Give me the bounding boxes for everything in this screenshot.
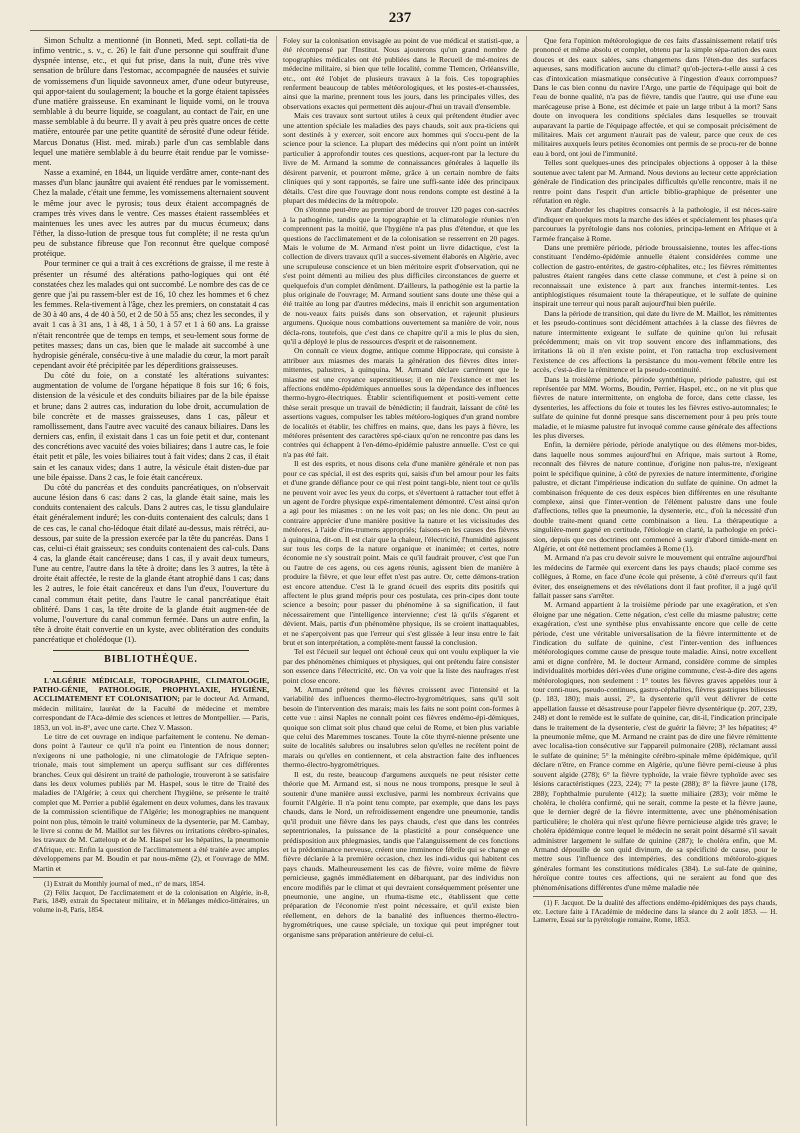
paragraph: Mais ces travaux sont surtout utiles à ceux qui prétendent étudier avec une attention spéciale les maladies des pays chauds, soit aux pra-ticiens qui sont destinés à y exercer, soit encore aux hommes qui s'occu-pent de la science pour la science. La plupart des médecins qui n'ont point un intérêt particulier à approfondir toutes ces questions, acquer-ront par la lecture du livre de M. Armand la somme de connaissances générales à laquelle ils désirent parvenir, et pourront même, grâce à un certain nombre de faits cliniques qui y sont rapportés, se faire une suffi-sante idée des principaux détails. C'est dire que l'ouvrage dont nous rendons compte est destiné à la plupart des médecins de la métropole. — [283, 111, 519, 205]
paragraph: Foley sur la colonisation envisagée au point de vue médical et statisti-que, a été récompensé par l'Institut. Nous ajouterons qu'un grand nombre de topographies médicales ont été publiées dans le Recueil de mé-moires de médecine militaire, si bien que telle localité, comme Tlemcen, Orléansville, etc., ont été l'objet de plusieurs travaux à la fois. Ces topographies renferment beaucoup de tables météorologiques, et les postes-et-chaussées, ainsi que la marine, prennent tous les jours, dans les principales villes, des observations exactes qui permettent dès aujour-d'hui un travail d'ensemble. — [283, 36, 519, 111]
paragraph: Dans la période de transition, qui date du livre de M. Maillot, les rémittentes et les pseudo-continues sont décidément attachées à la classe des fièvres de nature intermittente exigeant le sulfate de quinine qu'on lui refusait précédemment; mais on vit trop souvent encore des inflammations, des irritations là où il n'en existe point, et l'on rattacha trop exclusivement l'existence de ces affections la persistance du mou-vement fébrile entre les accès, c'est-à-dire la rémittence et la pseudo-continuité. — [533, 308, 777, 375]
paragraph: Dans la troisième période, période synthétique, période palustre, qui est représentée par MM. Worms, Boudin, Perrier, Haspel, etc., on ne vit plus que fièvres de nature intermittente, on engloba de force, dans cette classe, les dysenteries, les affections du foie et toutes les les fièvres estivo-automnales; le sulfate de quinine fut donné presque sans discernement pour à peu près toute maladie, et le miasme palustre fut invoqué comme cause générale des affections les plus diverses. — [533, 374, 777, 441]
column-left — [33, 36, 269, 1126]
paragraph: Nasse a examiné, en 1844, un liquide verdâtre amer, conte-nant des masses d'un blanc jaunâtre qui avaient été rendues par le vomissement. Chez la malade, c'était une femme, les vomissemens alternaient souvent le même jour avec le pyrosis; tous deux étaient accompagnés de crampes très vives dans le ventre. Ces masses étaient rassemblées et maintenues les unes avec les autres par du mucus écumeux; dans l'éther, la disso-lution de presque tous fut complète; il ne resta qu'un peu de substance fibreuse que l'on reconnut être quelque composé protéique. — [33, 168, 269, 259]
paragraph: Telles sont quelques-unes des principales objections à opposer à la thèse soutenue avec talent par M. Armand. Nous devions au lecteur cette appréciation générale de l'indication des principales difficultés qu'elle rencontre, mais il ne rentre point dans l'esprit d'un article biblio-graphique de présenter une réfutation en règle. — [533, 158, 777, 205]
review-byline: par le docteur Ad. Armand, médecin militaire, lauréat de la Faculté de médecine et membre correspondant de l'Aca-démie des sciences et lettres de Montpellier. — Paris, 1853, un vol. in-8°, avec une carte. Chez V. Masson. — [33, 694, 269, 732]
column-separator — [276, 36, 277, 1126]
column-separator — [526, 36, 527, 1126]
paragraph: Avant d'aborder les chapitres consacrés à la pathologie, il est néces-saire d'indiquer en quelques mots la marche des idées et spécialement les phases qu'a parcourues la pyrétologie dans nos colonies, principa-lement en Afrique et à l'armée française à Rome. — [533, 205, 777, 243]
column-right — [533, 36, 777, 1126]
footnote: (2) Félix Jacquot, De l'acclimatement et de la colonisation en Algérie, in-8, Paris, 1849, extrait du Spectateur militaire, et in Mélanges médico-littéraires, un volume in-8, Paris, 1854. — [33, 888, 269, 914]
footnote-rule — [533, 896, 603, 897]
paragraph: Dans une première période, période broussaisienne, toutes les affec-tions constituant l'endémo-épidémie annuelle étaient considérées comme une collection de gastro-entérites, de gastro-céphalites, etc.; les fièvres rémittentes palustres étaient rangées dans cette classe commune, et c'est à peine si on reconnaissait une existence à part aux franches intermit-tentes. Les antiphlogistiques résumaient toute la thérapeutique, et le sulfate de quinine inspirait une terreur qui nous paraît aujourd'hui bien puérile. — [533, 242, 777, 309]
paragraph: On connaît ce vieux dogme, antique comme Hippocrate, qui consiste à attribuer aux miasmes des marais la génération des fièvres dites inter-mittentes, palustres, à quinquina. M. Armand déclare carrément que le miasme est une croyance superstitieuse; il en nie l'existence et met les affections endémo-épidémiques annuelles sous la dépendance des influences thermo-hygro-électriques. Établir scientifiquement et positi-vement cette thèse serait presque un travail de bénédictin; il faudrait, laissant de côté les assertions vagues, compulser les tables météoro-logiques d'un grand nombre de localités et établir, les chiffres en mains, que, dans les pays à fièvre, les météores présentent des caractères spé-ciaux qu'on ne rencontre pas dans les contrées qui échappent à l'en-démo-épidémie palustre annuelle. C'est ce qui n'a pas été fait. — [283, 346, 519, 459]
paragraph: Simon Schultz a mentionné (in Bonneti, Med. sept. collati-tia de infimo ventric., s. v., c. 26) le fait d'une personne qui souffrait d'une dyspnée intense, etc., et qui fut prise, dans la nuit, d'une très vive sensation de brûlure dans l'estomac, accompagnée de nausées et suivie de vomissemens d'un liquide savonneux amer, d'une odeur butyreuse, qui appor-taient du soulagement; la bouche et la gorge étaient tapissées d'une matière graisseuse. En examinant le liquide vomi, on le trouva semblable à du beurre liquide, se coagulant, au contact de l'air, en une masse semblable à du beurre. Il y avait à peu près quatre onces de cette matière, entourée par une petite quantité de sérosité d'une odeur fétide. Marcus Donatus (Hist. med. mirab.) parle d'un cas semblable dans lequel une matière semblable à du beurre était rendue par le vomisse-ment. — [33, 36, 269, 167]
paragraph: Le titre de cet ouvrage en indique parfaitement le contenu. Ne deman-dons point à l'auteur ce qu'il n'a point eu l'intention de nous donner; n'exigeons ni une pathologie, ni une climatologie de l'Afrique septen-trionale, mais tout simplement un aperçu suffisant sur ces différentes branches. Ceux qui désirent un traité de pathologie, trouveront à se satisfaire dans les deux volumes publiés par M. Haspel, sous le titre de Traité des maladies de l'Algérie; à ceux qui cherchent l'hygiène, se présente le traité complet que M. Perrier a publié également en deux volumes, dans les travaux de la commission scientifique de l'Algérie; les monographies ne manquent point non plus, témoin le traité volumineux de la dysenterie, par M. Cambay, le livre si connu de M. Maillot sur les fièvres ou irritations cérébro-spinales, les travaux de M. Catteloup et de M. Haspel sur les hépatites, la pneumonie d'Afrique, etc. Enfin la question de l'acclimatement a été traitée avec amples développemens par M. Boudin et par nous-même (2), et l'ouvrage de MM. Martin et — [33, 731, 269, 873]
paragraph: Enfin, la dernière période, période analytique ou des élémens mor-bides, dans laquelle nous sommes aujourd'hui en Afrique, mais surtout à Rome, reconnaît des fièvres de nature continue, d'origine non palus-tre, n'exigeant point le spécifique quinine, à côté de pyrexies de nature intermittente, d'origine palustre, et dictant l'impérieuse indication du sulfate de quinine. On admet la combinaison fréquente de ces deux espèces bien différentes en une résultante complexe, ainsi que l'inter-vention de l'élément palustre dans une foule d'affections, telles que la pneumonie, la dysenterie, etc., d'où la nécessité d'un double traite-ment quand cette combinaison a lieu. La thérapeutique a singulière-ment gagné en certitude, l'étiologie en clarté, la pathologie en préci-sion, depuis que ces doctrines ont commencé à surgir d'abord timide-ment en Algérie, et ont été nettement proclamées à Rome (1). — [533, 440, 777, 553]
header-rule — [30, 30, 780, 31]
column-middle — [283, 36, 519, 1126]
section-rule — [53, 671, 249, 672]
paragraph: Il est, du reste, beaucoup d'argumens auxquels ne peut résister cette théorie que M. Armand est, si nous ne nous trompons, presque le seul à soutenir d'une manière aussi exclusive, parmi les nombreux écrivains que fournit l'Algérie. Il n'a point tenu compte, par exemple, que dans les pays chauds, dans le Nord, un refroidissement engendre une pneumonie, tandis qu'il produit une fièvre dans les pays chauds, c'est que dans les contrées septentrionales, la puissance de la plasticité a pour conséquence une prédisposition aux phlegmasies, tandis que l'alanguissement de ces fonctions et la prédominance nerveuse, créent une imminence fébrile qui se change en fièvre déclarée à la première occasion, chez les indi-vidus qui habitent ces pays chauds. Malheureusement les cas de fièvre, voire même de fièvre pernicieuse, gagnés immédiatement en débarquant, par des individus non encore modifiés par le climat et qui devraient conséquemment présenter une pneumonie, une angine, un rhuma-tisme etc., établissent que cette préparation de l'économie n'est point nécessaire, et qu'il existe bien réellement, en dehors de la banalité des influences thermo-électro-hygrométriques, une cause spéciale, un toxique qui peut imprégner tout organisme sans préparation antérieure de celui-ci. — [283, 769, 519, 939]
paragraph: Tel est l'écueil sur lequel ont échoué ceux qui ont voulu expliquer la vie par des phénomènes chimiques et physiques, qui ont prétendu faire consister son essence dans l'électricité, etc. On va voir que la liste des naufrages n'est point close encore. — [283, 647, 519, 685]
review-heading: L'ALGÉRIE MÉDICALE, TOPOGRAPHIE, CLIMATOLOGIE, PATHO-GÉNIE, PATHOLOGIE, PROPHYLAXIE, HYGIÈNE, ACCLIMATEMENT ET COLONISATION; — [33, 675, 269, 704]
footnote-rule — [33, 877, 103, 878]
footnote: (1) Extrait du Monthly journal of med., n° de mars, 1854. — [44, 880, 206, 889]
page-number: 237 — [388, 10, 412, 26]
paragraph: M. Armand prétend que les fièvres croissent avec l'intensité et la variabilité des influences thermo-électro-hygrométriques, sans qu'il soit besoin de l'intervention des marais; mais les faits ne sont point con-formes à cette vue : ainsi Naples ne connaît point ces fièvres endémo-épi-démiques, quoique son climat soit plus chaud que celui de Rome, et bien plus variable que celui des Maremmes toscanes. Toute la côte thyrré-nienne présente une suite de localités salubres ou insalubres selon qu'elles ne recèlent point de marais ou qu'elles en contiennent, et cela abstraction faite des influences thermo-électro-hygrométriques. — [283, 685, 519, 770]
section-rule — [53, 650, 249, 651]
paragraph: M. Armand n'a pas cru devoir suivre le mouvement qui entraîne aujourd'hui les médecins de l'armée qui exercent dans les pays chauds; placé comme ses collègues, à Rome, en face d'une école qui présente, à côté d'erreurs qu'il faut éviter, des enseignemens et des révélations dont il faut profiter, il a jugé qu'il fallait passer sans s'arrêter. — [533, 553, 777, 600]
section-title: BIBLIOTHÈQUE. — [104, 654, 198, 666]
review-heading-paragraph — [33, 676, 269, 732]
paragraph: Du côté du foie, on a constaté les altérations suivantes: augmentation de volume de l'organe hépatique 8 fois sur 16; 6 fois, distension de la vésicule et des conduits biliaires par de la bile épaisse et brune; dans 2 autres cas, induration du lobe droit, accumulation de bile concrète et de masses graisseuses, dans 1 cas, pâleur et ramollissement, dans l'autre avec vacuité des canaux biliaires. Dans les derniers cas, enfin, il existait dans 1 cas un foie petit et dur, contenant des concrétions avec vacuité des voies biliaires; dans 1 autre cas, le foie était petit et pâle, les voies biliaires tout à fait vides; dans 2 cas, il était sain et les canaux vides; dans 1 autre, la vésicule était disten-due par une bile épaisse. Dans 2 cas, le foie était cancéreux. — [33, 371, 269, 482]
paragraph: Il est des esprits, et nous disons cela d'une manière générale et non pas pour ce cas spécial, il est des esprits qui, saisis d'un bel amour pour les faits et d'une grande défiance pour ce qui n'est point tangi-ble, nient tout ce qu'ils ne peuvent voir avec les yeux du corps, et s'évertuent à rattacher tout effet à un agent de l'ordre physique expé-rimentalement démontré. C'est ainsi qu'on a agi pour les miasmes : on ne les voit pas; on les nie donc. On peut au contraire apprécier d'une manière positive la nature et les vicissitudes des météores, à l'aide d'ins-trumens appropriés; faisons-en les causes des fièvres à quinquina, dit-on. Il est clair que la chaleur, l'électricité, l'humidité agissent sur tous les corps de la nature organique et inanimée; et certes, notre économie ne s'y soustrait point. Mais ce qu'il faudrait prouver, c'est que l'un ou l'autre de ces agens, ou ces agens réunis, agissent bien de manière à produire la fièvre, et que leur effet n'est pas autre. Or, cette démons-tration est encore attendue. C'est là le grand écueil des esprits dits positifs qui affectent le plus grand mépris pour ces postulata, ces prin-cipes dont toute science a besoin; pour passer du phénomène à sa signification, il faut nécessairement que l'intelligence intervienne; c'est là qu'ils s'égarent et dévient. Mais, partis d'un phénomène physique, ils se croient inattaquables, et ne s'aperçoivent pas que l'erreur qui s'est glissée à leur insu entre le fait brut et son interprétation, a complète-ment faussé la conclusion. — [283, 459, 519, 647]
paragraph: Que fera l'opinion météorologique de ces faits d'assainissement relatif très prononcé et même absolu et complet, obtenu par la simple sépa-ration des eaux douces et des eaux salées, sans changemens dans l'éten-due des surfaces aqueuses, sans modification aucune du climat? qu'ob-jectera-t-elle aussi à ces cas d'intoxication miasmatique consécutive à l'ingestion d'eaux corrompues? Dans le cas bien connu du navire l'Argo, une partie de l'équipage qui boit de l'eau de bonne qualité, n'a pas de fièvre, tandis que l'autre, qui use d'une eau marécageuse prise à Bone, est décimée et paie un large tribut à la mort? Sans doute on invoquera les conditions spéciales dans lesquelles se trouvait auparavant la partie de l'équipage affectée, et qui se composait précisément de militaires. Mais cet argument n'aurait pas de valeur, parce que ceux de ces militaires auxquels leurs petites économies ont permis de se procu-rer de bonne eau à bord, ont joui de l'immunité. — [533, 36, 777, 158]
paragraph: Du côté du pancréas et des conduits pancréatiques, on n'observait aucune lésion dans 6 cas: dans 2 cas, la glande était saine, mais les conduits contenaient des calculs. Dans 2 autres cas, le tissu glandulaire était généralement induré; les con-duits contenaient des calculs; dans 1 de ces cas, le canal cho-lédoque était dilaté au-dessus, mais rétréci, au-dessous, par suite de la pression exercée par la tête du pancréas. Dans 1 cas, celui-ci était graisseux; ses conduits contenaient des cal-culs. Dans 4 cas, la glande était cancéreuse; dans 1 cas, il y avait deux tumeurs, l'une au centre, l'autre dans la tête à droite; dans les 3 autres, la tête à droite était affectée, le reste de la glande étant atrophié dans 1 cas; dans les 2 autres, le foie était cancéreux et dans l'un d'eux, l'ouverture du canal commun était petite, dans l'autre le canal pancréatique était oblitéré. Dans 1 cas, la tête droite de la glande était augmen-tée de volume, l'ouverture du canal commun fermée. Dans un autre enfin, la tête à droite était convertie en un kyste, avec oblitération des conduits pancréatique et cholédoque (1). — [33, 482, 269, 645]
review — [33, 676, 269, 915]
paragraph: Pour terminer ce qui a trait à ces excrétions de graisse, il me reste à présenter un résumé des altérations patho-logiques qui ont été constatées chez les malades qui ont succombé. Le nombre des cas de ce genre que j'ai pu rassem-bler est de 16, 10 chez les hommes et 6 chez les femmes. Rela-tivement à l'âge, chez les premiers, on constatait 4 cas de 30 à 40 ans, 4 de 40 à 50, et 2 de 50 à 55 ans; chez les secondes, il y avait 1 cas à 31 ans, 1 à 48, 1 à 50, 1 à 57 et 1 à 60 ans. La graisse n'était rencontrée que de temps en temps, et seu-lement sous forme de petites masses; dans un cas, bien que le malade ait succombé à une hydropisie générale, consécu-tive à une maladie du cœur, la mort paraît cependant avoir été précipitée par les déperditions graisseuses. — [33, 259, 269, 370]
paragraph: M. Armand appartient à la troisième période par une exagération, et s'en éloigne par une négation. Cette négation, c'est celle du miasme palustre; cette exagération, c'est une synthèse plus envahissante encore que celle de cette période, c'est une véritable universalisation de la fièvre intermittente et de l'indication du sulfate de quinine, c'est l'inter-vention des influences météorologiques comme cause de presque toute maladie. Ainsi, notre excellent ami et digne confrère, M. le docteur Armand, considère comme de simples individualités morbides déri-vées d'une origine commune, c'est-à-dire des agens météorologiques, non seulement : 1° toutes les fièvres graves appelées tour à tour conti-nues, pseudo-continues, gastro-céphalites, fièvres gastriques bilieuses (p. 183, 180); mais aussi, 2°, la dysenterie qu'il veut délivrer de cette appellation fausse et désastreuse pour l'appeler fièvre dysentérique (p. 207, 239, 248) et dont le remède est le sulfate de quinine, car, dit-il, l'indication principale dans le traitement de la dysenterie, c'est de guérir la fièvre; 3° les hépatites; 4° la pneumonie même, que M. Armand ne craint pas de dire une fièvre rémittente avec localisa-tion consécutive sur l'appareil pulmonaire (208), réclamant aussi le sulfate de quinine; 5° la méningite cérébro-spinale même épidémique, qu'il déclare n'être, en France comme en Algérie, qu'une fièvre perni-cieuse à plus souvent algide (278); 6° la fièvre typhoïde, la vraie fièvre typhoïde avec ses lésions caractéristiques (223, 224); 7° la peste (288); 8° la fièvre jaune (178, 288); l'ophthalmie purulente (412); la suette miliaire (283); voir même le choléra, le choléra confirmé, qui ne serait, comme la peste et la fièvre jaune, que le dernier degré de la fièvre intermittente, avec une phénoménisation particulière; le choléra qui n'est qu'une fièvre pernicieuse algide très grave; le choléra épidémique contre lequel le médecin ne serait point désarmé s'il savait administrer largement le sulfate de quinine (287); le choléra enfin, que M. Armand dépouille de son quid divinum, de sa spécificité de cause, pour le mettre sous l'influence des intempéries, des conditions météorolo-giques générales formant les constitutions médicales (384). Le sul-fate de quinine, héroïque contre toutes ces affections, qui ne seraient au fond que des phénoménisations différentes d'une même maladie née — [533, 600, 777, 892]
paragraph: On s'étonne peut-être au premier abord de trouver 120 pages con-sacrées à la pathogénie, tandis que la topographie et la climatologie réunies n'en comprennent pas la moitié, que l'hygiène n'a pas plus d'étendue, et que les questions de l'acclimatement et de la colonisation se resserrent en 20 pages. Mais le volume de M. Armand n'est point un livre didactique, c'est la collection de divers travaux qu'il a succes-sivement élaborés en Algérie, avec une scrupuleuse conscience et un bien méritoire esprit d'observation, qui ne s'est point démenti au milieu des plus difficiles circonstances de guerre et quelquefois d'un complet dénûment. D'ailleurs, la pathogénie est la partie la plus originale de l'ouvrage; M. Armand soutient sans doute une thèse qui a été traitée au long par d'autres médecins, mais il enrichit son argumentation de nou-veaux faits puisés dans son observation, et rajeunit plusieurs argumens. Quoique nous combattions ouvertement sa manière de voir, nous décla-rons, toutefois, que c'est dans ce chapitre qu'il a mis le plus du sien, qu'il a déployé le plus de ressources d'esprit et de raisonnement. — [283, 205, 519, 346]
footnote: (1) F. Jacquot. De la dualité des affections endémo-épidémiques des pays chauds, etc. Lecture faite à l'Académie de médecine dans la séance du 2 août 1853. — H. Lamerre, Essai sur la pyrétologie romaine, Rome, 1853. — [533, 898, 777, 925]
